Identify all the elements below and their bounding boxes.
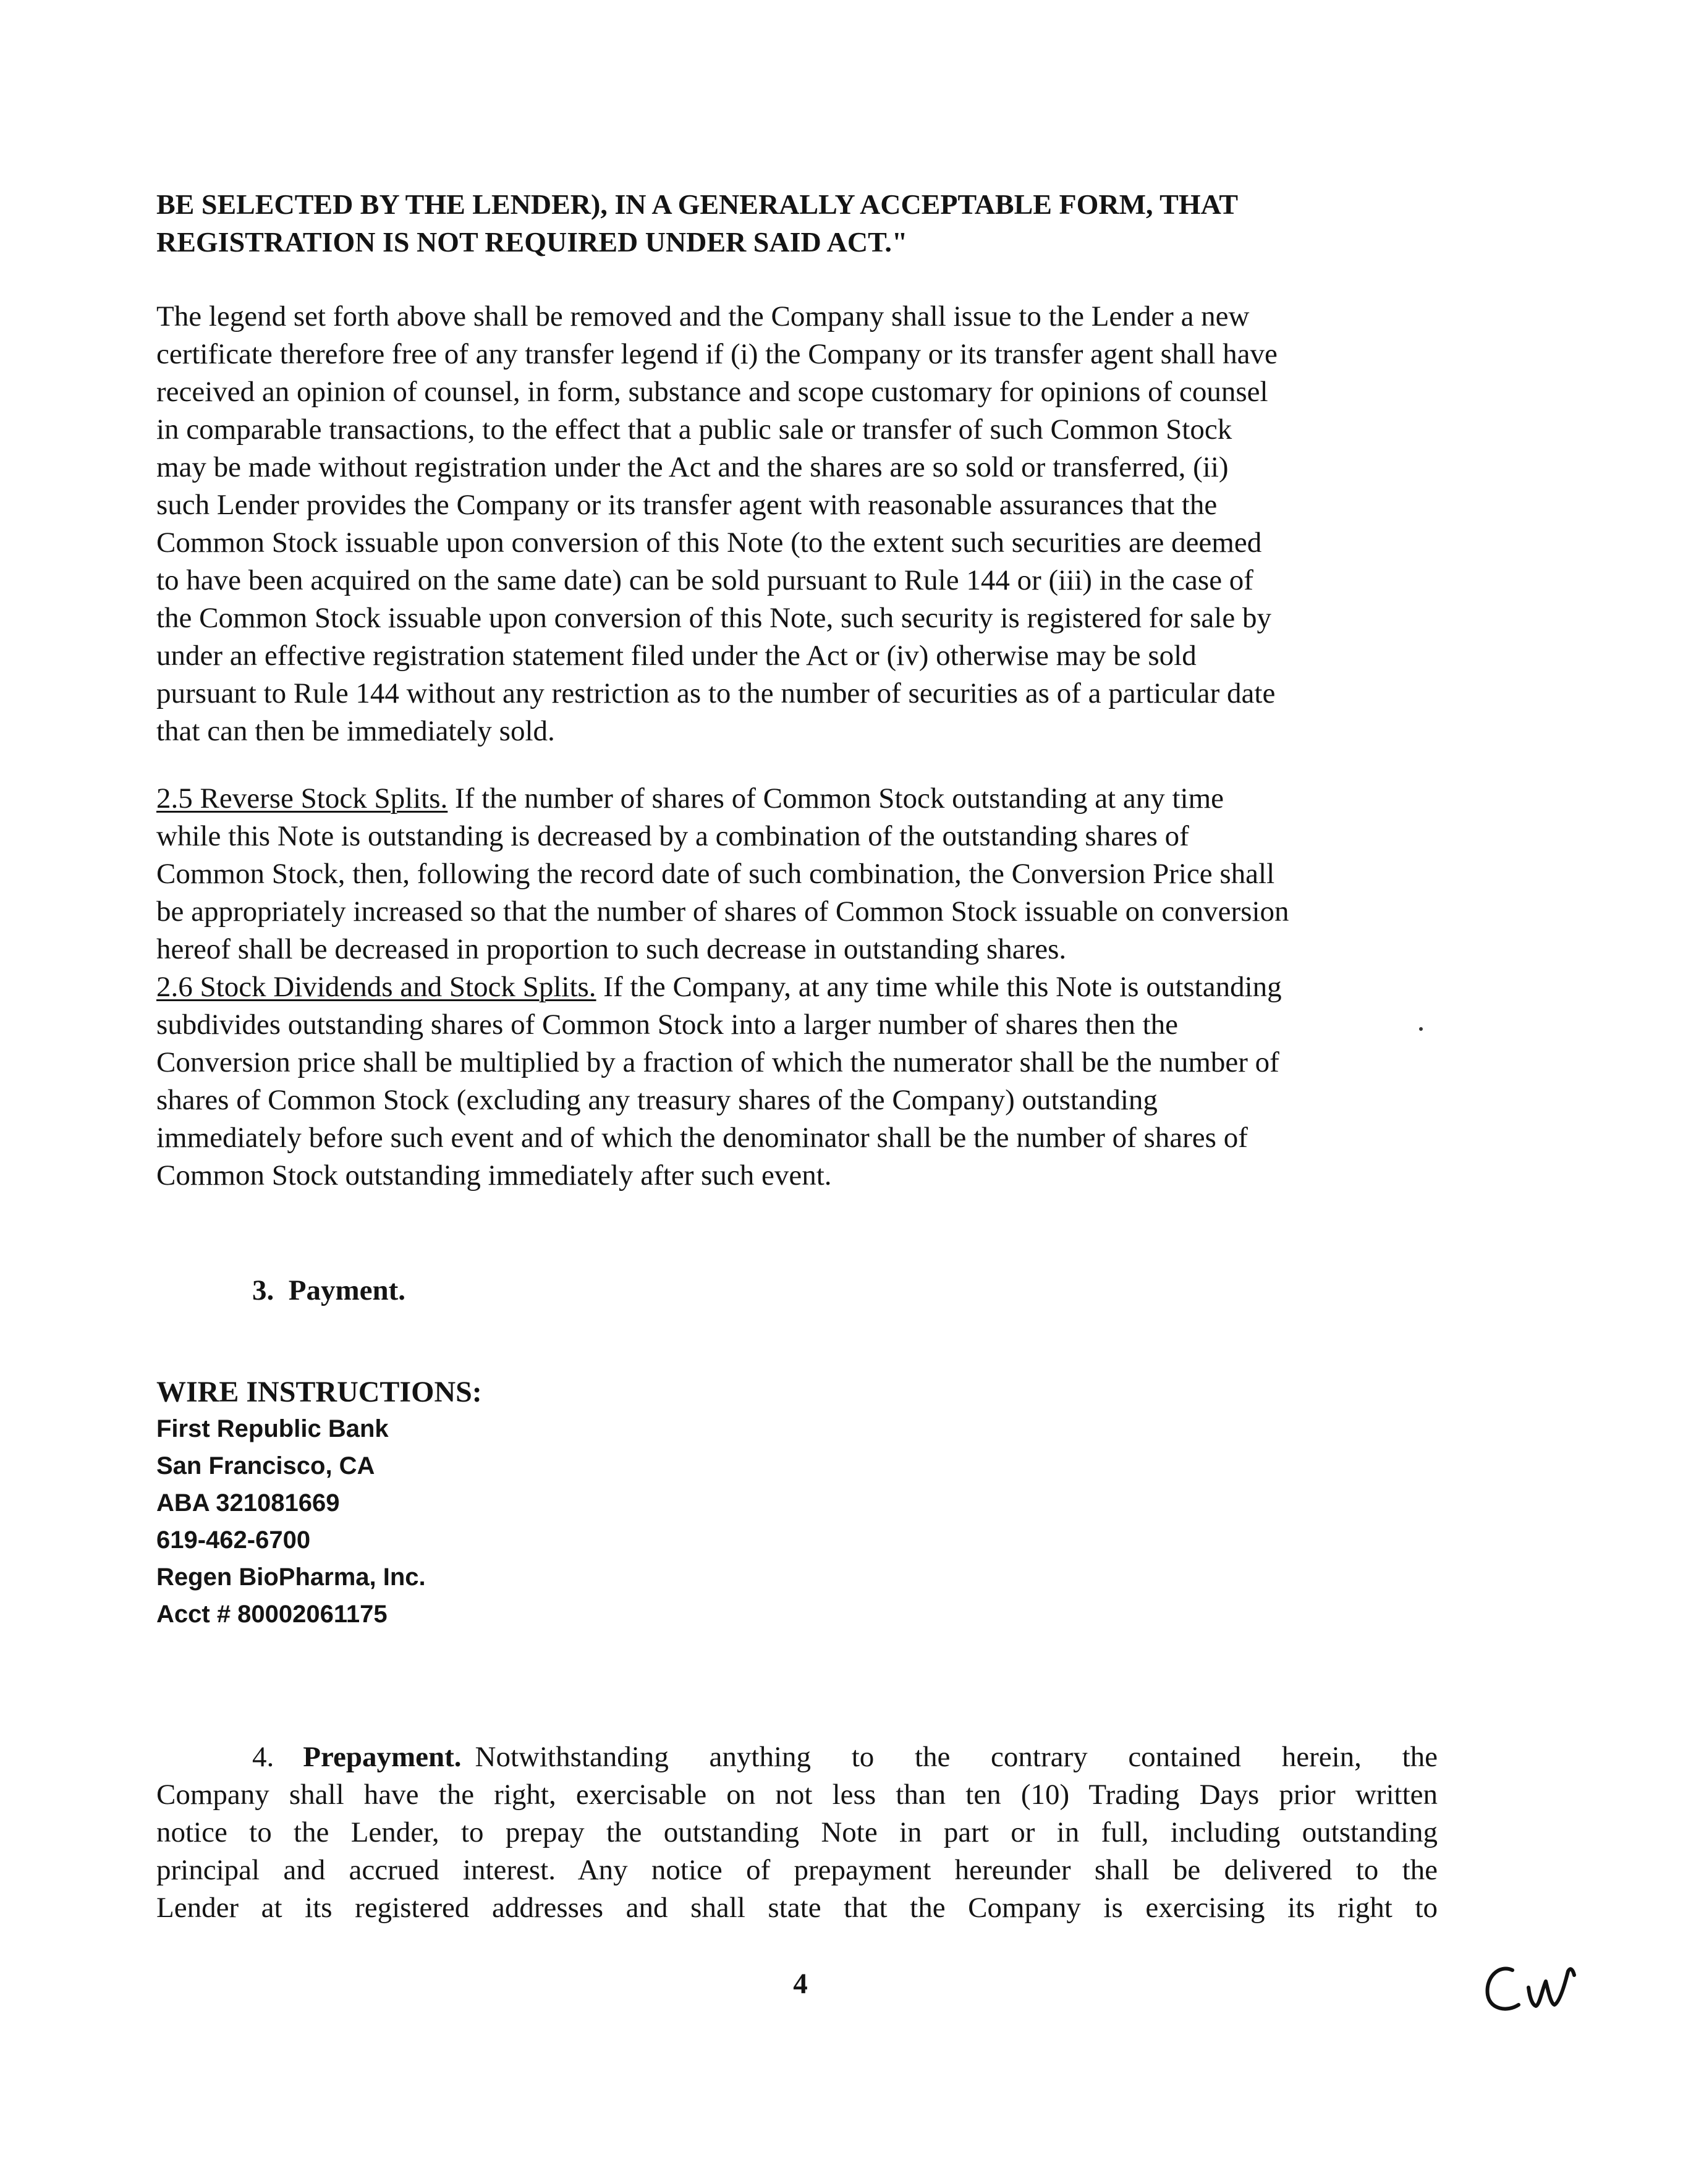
wire-account-number: Acct # 80002061175 [156,1601,388,1628]
page-number: 4 [793,1968,808,2000]
paragraph-line: Common Stock, then, following the record date of such combination, the Conversion Price shall [156,858,1275,890]
paragraph-line: Common Stock issuable upon conversion of this Note (to the extent such securities are deemed [156,527,1262,559]
section-3-number: 3. [252,1274,274,1306]
paragraph-line: The legend set forth above shall be removed and the Company shall issue to the Lender a new [156,300,1250,332]
paragraph-line: pursuant to Rule 144 without any restriction as to the number of securities as of a particular date [156,677,1276,709]
paragraph-line: in comparable transactions, to the effect that a public sale or transfer of such Common Stock [156,413,1232,446]
paragraph-line: to have been acquired on the same date) can be sold pursuant to Rule 144 or (iii) in the case of [156,564,1253,596]
paragraph-line: while this Note is outstanding is decreased by a combination of the outstanding shares of [156,820,1189,852]
legend-removal-paragraph [156,298,1460,750]
paragraph-line: Company shall have the right, exercisable on not less than ten (10) Trading Days prior written [156,1779,1438,1811]
wire-instructions-heading: WIRE INSTRUCTIONS: [156,1376,482,1408]
section-2-6 [156,968,1460,1195]
wire-bank-location: San Francisco, CA [156,1452,375,1479]
paragraph-line: immediately before such event and of which the denominator shall be the number of shares of [156,1122,1248,1154]
scan-speck [1419,1027,1423,1031]
paragraph-line: received an opinion of counsel, in form, substance and scope customary for opinions of counsel [156,376,1268,408]
paragraph-line: certificate therefore free of any transfer legend if (i) the Company or its transfer agent shall have [156,338,1278,370]
paragraph-line: principal and accrued interest. Any notice of prepayment hereunder shall be delivered to the [156,1854,1438,1886]
section-2-6-first-line [156,968,1460,1006]
section-2-5 [156,780,1460,968]
paragraph-line: shares of Common Stock (excluding any treasury shares of the Company) outstanding [156,1084,1158,1116]
wire-account-name: Regen BioPharma, Inc. [156,1564,426,1591]
section-2-6-first-line-text: If the Company, at any time while this Note is outstanding [596,971,1282,1003]
section-2-5-heading: 2.5 Reverse Stock Splits. [156,782,448,815]
paragraph-line: such Lender provides the Company or its transfer agent with reasonable assurances that the [156,489,1218,521]
wire-phone: 619-462-6700 [156,1526,311,1554]
section-2-5-first-line-text: If the number of shares of Common Stock outstanding at any time [447,782,1224,815]
paragraph-line: Conversion price shall be multiplied by a fraction of which the numerator shall be the number of [156,1046,1279,1078]
paragraph-line: Common Stock outstanding immediately after such event. [156,1159,832,1191]
wire-bank-name: First Republic Bank [156,1415,389,1442]
legend-tail-line: REGISTRATION IS NOT REQUIRED UNDER SAID ACT." [156,226,908,258]
section-2-6-heading: 2.6 Stock Dividends and Stock Splits. [156,971,596,1003]
paragraph-line: subdivides outstanding shares of Common Stock into a larger number of shares then the [156,1009,1178,1041]
section-4-lead [156,1738,462,1776]
section-3-heading [252,1272,405,1310]
legend-tail [156,185,1460,261]
wire-instructions-details [156,1410,426,1633]
section-4 [156,1738,1438,1927]
handwritten-initials-signature [1480,1953,1592,2021]
section-4-first-line [156,1738,1438,1776]
section-4-title: Prepayment. [303,1741,462,1773]
paragraph-line: under an effective registration statement filed under the Act or (iv) otherwise may be sold [156,640,1197,672]
paragraph-line: Lender at its registered addresses and shall state that the Company is exercising its right to [156,1892,1438,1924]
section-3-title: Payment. [288,1274,406,1306]
section-4-number: 4. [252,1741,274,1773]
paragraph-line: hereof shall be decreased in proportion to such decrease in outstanding shares. [156,933,1067,965]
paragraph-line: the Common Stock issuable upon conversion of this Note, such security is registered for sale by [156,602,1271,634]
legend-tail-line: BE SELECTED BY THE LENDER), IN A GENERALLY ACCEPTABLE FORM, THAT [156,188,1239,220]
paragraph-line: that can then be immediately sold. [156,715,555,747]
paragraph-line: may be made without registration under the Act and the shares are so sold or transferred, (ii) [156,451,1229,483]
section-2-5-first-line [156,780,1460,818]
section-4-first-line-text: Notwithstanding anything to the contrary contained herein, the [475,1741,1438,1773]
paragraph-line: notice to the Lender, to prepay the outstanding Note in part or in full, including outstanding [156,1816,1438,1848]
paragraph-line: be appropriately increased so that the number of shares of Common Stock issuable on conversion [156,895,1289,928]
wire-aba-number: ABA 321081669 [156,1489,340,1517]
